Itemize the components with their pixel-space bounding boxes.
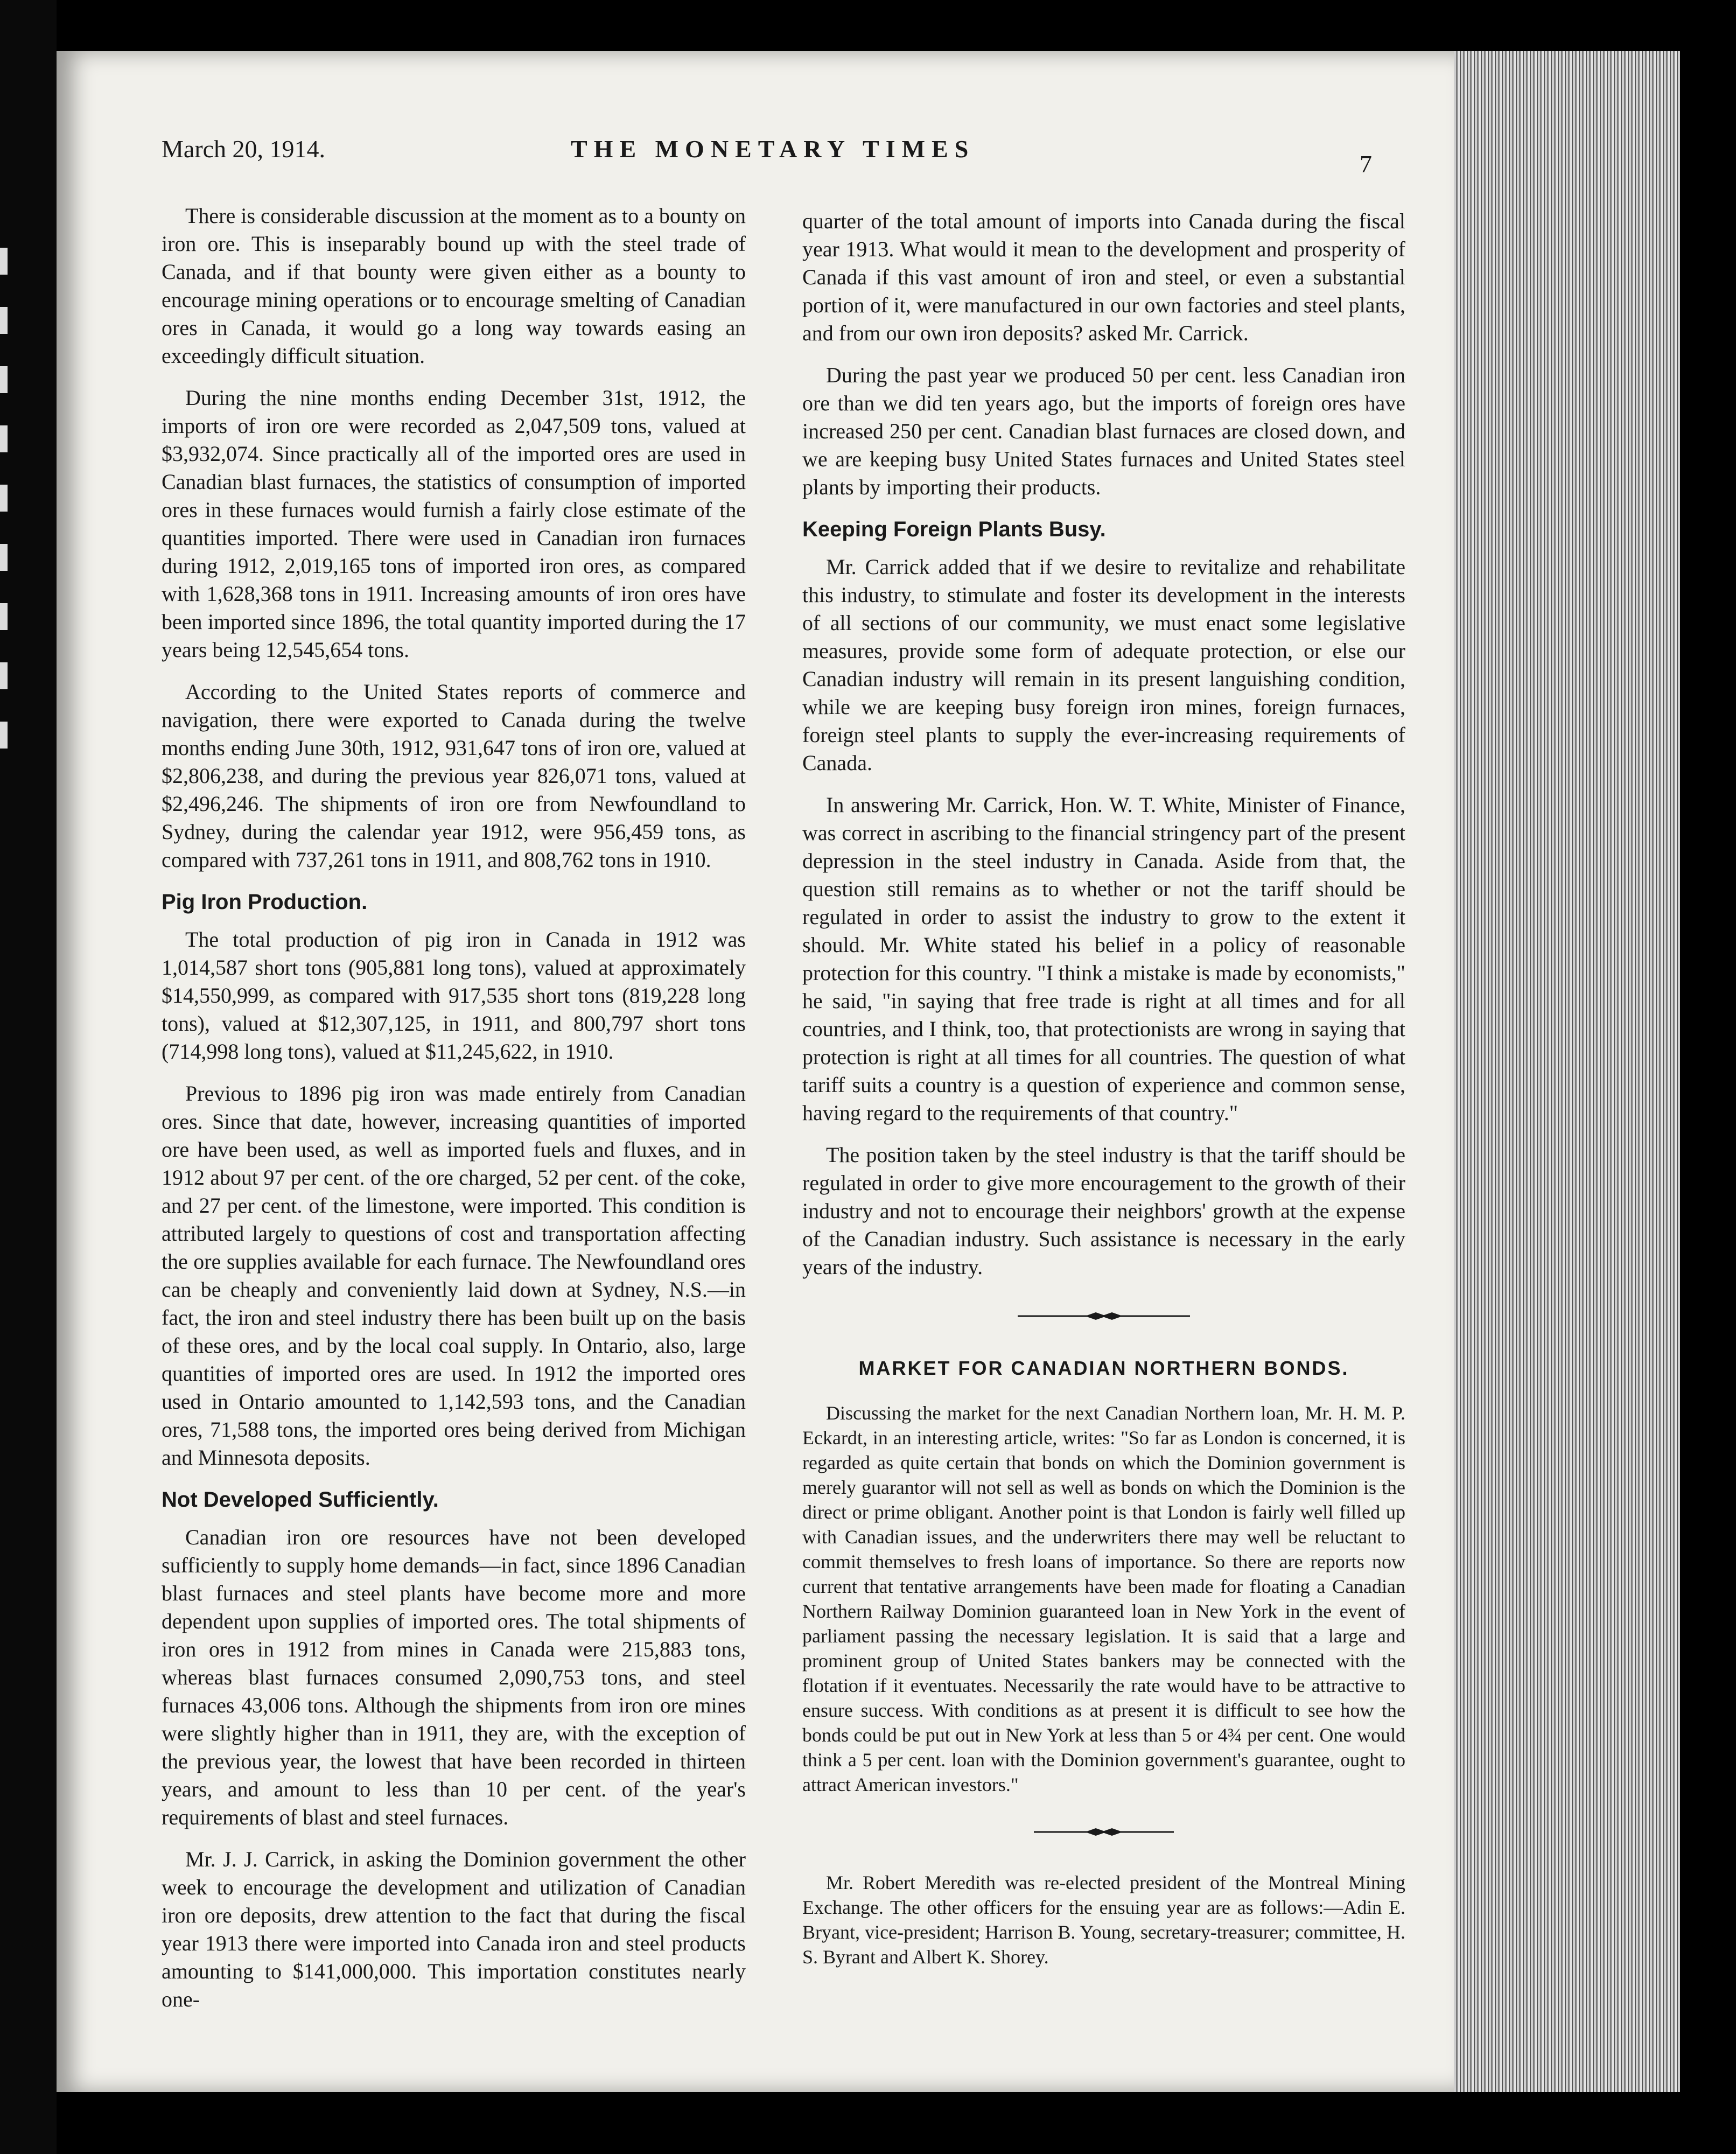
paragraph-iron-ore-bounty: There is considerable discussion at the moment as to a bounty on iron ore. This is inseparably bound up with the steel trade of Canada, and if that bounty were given either as a bounty to encourage mining operations or to encourage smelting of Canadian ores in Canada, it would go a long way towards easing an exceedingly difficult situation. [162,204,746,368]
binding-marks [0,215,8,754]
paragraph-mining-exchange: Mr. Robert Meredith was re-elected president of the Montreal Mining Exchange. The other officers for the ensuing year are as follows:—Adin E. Bryant, vice-president; Harrison B. Young, secretary-treasurer; committee, H. S. Byrant and Albert K. Shorey. [802,1872,1405,1968]
paragraph-past-year: During the past year we produced 50 per cent. less Canadian iron ore than we did ten years ago, but the imports of foreign ores have increased 250 per cent. Canadian blast furnaces are closed down, and we are keeping busy United States furnaces and United States steel plants by importing their products. [802,363,1405,499]
section-title-canadian-northern: MARKET FOR CANADIAN NORTHERN BONDS. [858,1357,1349,1379]
bonds-article [802,1401,1405,1797]
mining-exchange-note [802,1870,1405,1969]
book-page-edges [1454,51,1680,2092]
divider-ornament-icon [1018,1311,1190,1321]
paragraph-resources: Canadian iron ore resources have not been developed sufficiently to supply home demands—in fact, since 1896 Canadian blast furnaces and steel plants have become more and more dependent upon supplies of imported ores. The total shipments of iron ores in 1912 from mines in Canada were 215,883 tons, whereas blast furnaces consumed 2,090,753 tons, and steel furnaces 43,006 tons. Although the shipments from iron ore mines were slightly higher than in 1911, they are, with the exception of the previous year, the lowest that have been recorded in thirteen years, and amount to less than 10 per cent. of the year's requirements of blast and steel furnaces. [162,1525,746,1829]
page-number: 7 [1360,150,1372,178]
heading-pig-iron-production: Pig Iron Production. [162,890,368,914]
scanner-left-margin [0,0,57,2154]
paragraph-bonds: Discussing the market for the next Canadian Northern loan, Mr. H. M. P. Eckardt, in an interesting article, writes: "So far as London is concerned, it is regarded as quite certain that bonds on which the Dominion government is merely guarantor will not sell as well as bonds on which the Dominion is the direct or prime obligant. Another point is that London is fairly well filled up with Canadian issues, and the underwriters there may well be reluctant to commit themselves to fresh loans of importance. So there are reports now current that tentative arrangements have been made for floating a Canadian Northern Railway Dominion guaranteed loan in New York in the event of parliament passing the necessary legislation. It is said that a large and prominent group of United States bankers may be connected with the flotation if it eventuates. Necessarily the rate would have to be attractive to ensure success. With conditions as at present it is difficult to see how the bonds could be put out in New York at less than 5 or 4¾ per cent. One would think a 5 per cent. loan with the Dominion government's guarantee, ought to attract American investors." [802,1402,1405,1795]
scanner-right-margin [1680,51,1736,2154]
page-header [108,81,1400,178]
left-column [162,202,746,2027]
right-column [802,207,1405,1979]
issue-date: March 20, 1914. [162,135,326,163]
paragraph-white-answer: In answering Mr. Carrick, Hon. W. T. White, Minister of Finance, was correct in ascribing to the financial stringency part of the present depression in the steel industry in Canada. Aside from that, the question still remains as to whether or not the tariff should be regulated in order to assist the industry to grow to the extent it should. Mr. White stated his belief in a policy of reasonable protection for this country. "I think a mistake is made by economists," he said, "in saying that free trade is right at all times and for all countries, and I think, too, that protectionists are wrong in saying that protection is right at all times for all countries. The question of what tariff suits a country is a question of experience and common sense, having regard to the requirements of that country." [802,793,1405,1125]
heading-not-developed: Not Developed Sufficiently. [162,1488,439,1512]
paragraph-canadian-ores: Previous to 1896 pig iron was made entirely from Canadian ores. Since that date, however, increasing quantities of imported ore have been used, as well as imported fuels and fluxes, and in 1912 about 97 per cent. of the ore charged, 52 per cent. of the coke, and 27 per cent. of the limestone, were imported. This condition is attributed largely to questions of cost and transportation affecting the ore supplies available for each furnace. The Newfoundland ores can be cheaply and conveniently laid down at Sydney, N.S.—in fact, the iron and steel industry there has been built up on the basis of these ores, and by the local coal supply. In Ontario, also, large quantities of imported ores are used. In 1912 the imported ores used in Ontario amounted to 1,142,593 tons, and the Canadian ores, 71,588 tons, the imported ores being derived from Michigan and Minnesota deposits. [162,1081,746,1470]
ornament-divider-2 [802,1816,1405,1844]
paragraph-quarter-imports: quarter of the total amount of imports into Canada during the fiscal year 1913. What would it mean to the development and prosperity of Canada if this vast amount of iron and steel, or even a substantial portion of it, were manufactured in our own factories and steel plants, and from our own iron deposits? asked Mr. Carrick. [802,209,1405,345]
ornament-divider [802,1300,1405,1328]
divider-ornament-icon [1034,1827,1174,1837]
paragraph-imports-1912: During the nine months ending December 31st, 1912, the imports of iron ore were recorded as 2,047,509 tons, valued at $3,932,074. Since practically all of the imported ores are used in Canadian blast furnaces, the statistics of consumption of imported ores in these furnaces would furnish a fairly close estimate of the quantities imported. There were used in Canadian iron furnaces during 1912, 2,019,165 tons of imported iron ores, as compared with 1,628,368 tons in 1911. Increasing amounts of iron ores have been imported since 1896, the total quantity imported during the 17 years being 12,545,654 tons. [162,386,746,662]
heading-keeping-foreign-plants: Keeping Foreign Plants Busy. [802,517,1106,541]
paragraph-carrick: Mr. J. J. Carrick, in asking the Dominion government the other week to encourage the development and utilization of Canadian iron ore deposits, drew attention to the fact that during the fiscal year 1913 there were imported into Canada iron and steel products amounting to $141,000,000. This importation constitutes nearly one- [162,1847,746,2011]
paragraph-us-exports: According to the United States reports of commerce and navigation, there were exported to Canada during the twelve months ending June 30th, 1912, 931,647 tons of iron ore, valued at $2,806,238, and during the previous year 826,071 tons, valued at $2,496,246. The shipments of iron ore from Newfoundland to Sydney, during the calendar year 1912, were 956,459 tons, as compared with 737,261 tons in 1911, and 808,762 tons in 1910. [162,680,746,872]
paragraph-revitalize: Mr. Carrick added that if we desire to revitalize and rehabilitate this industry, to stimulate and foster its development in the interests of all sections of our community, we must enact some legislative measures, provide some form of adequate protection, or else our Canadian industry will remain in its present languishing condition, while we are keeping busy foreign iron mines, foreign furnaces, foreign steel plants to supply the ever-increasing requirements of Canada. [802,555,1405,775]
masthead: THE MONETARY TIMES [571,135,975,163]
paragraph-position: The position taken by the steel industry is that the tariff should be regulated in order to give more encouragement to the growth of their industry and not to encourage their neighbors' growth at the expense of the Canadian industry. Such assistance is necessary in the early years of the industry. [802,1143,1405,1279]
paragraph-pig-iron-totals: The total production of pig iron in Canada in 1912 was 1,014,587 short tons (905,881 long tons), valued at approximately $14,550,999, as compared with 917,535 short tons (819,228 long tons), valued at $12,307,125, in 1911, and 800,797 short tons (714,998 long tons), valued at $11,245,622, in 1910. [162,927,746,1064]
